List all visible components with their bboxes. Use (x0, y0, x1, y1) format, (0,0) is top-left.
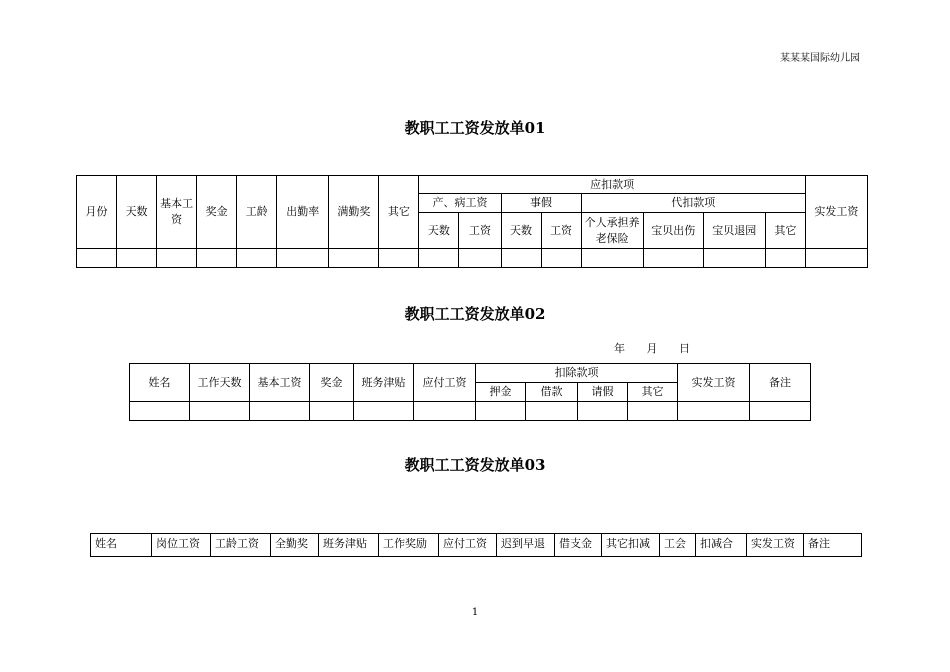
col-post-salary: 岗位工资 (152, 534, 211, 557)
col-work-days: 工作天数 (190, 364, 250, 402)
organization-name: 某某某国际幼儿园 (780, 53, 860, 64)
col-name: 姓名 (91, 534, 152, 557)
sub-other: 其它 (765, 213, 805, 249)
col-seniority-salary: 工龄工资 (211, 534, 271, 557)
sub-pension: 个人承担养老保险 (581, 213, 643, 249)
payroll-table-01 (76, 175, 868, 268)
col-maternity-sick: 产、病工资 (419, 194, 501, 213)
form2-title: 教职工工资发放单02 (404, 305, 546, 323)
col-deductions: 应扣款项 (419, 176, 805, 194)
sub-days-2: 天数 (501, 213, 541, 249)
col-net-pay: 实发工资 (747, 534, 804, 557)
sub-baby-leave: 宝贝退园 (703, 213, 765, 249)
col-personal-leave: 事假 (501, 194, 581, 213)
col-work-reward: 工作奖励 (379, 534, 439, 557)
col-advance: 借支金 (555, 534, 602, 557)
form1-title: 教职工工资发放单01 (404, 119, 546, 137)
col-class-allowance: 班务津贴 (354, 364, 414, 402)
col-full-attendance: 满勤奖 (329, 176, 379, 249)
sub-other: 其它 (628, 383, 678, 402)
payroll-table-03 (90, 533, 862, 557)
col-net-pay: 实发工资 (678, 364, 750, 402)
payroll-table-02 (129, 363, 811, 421)
col-seniority: 工龄 (237, 176, 277, 249)
col-late-early: 迟到早退 (497, 534, 555, 557)
page-number: 1 (471, 607, 479, 618)
sub-baby-out: 宝贝出伤 (643, 213, 703, 249)
col-withheld: 代扣款项 (581, 194, 805, 213)
sub-wage-2: 工资 (541, 213, 581, 249)
col-bonus: 奖金 (197, 176, 237, 249)
col-remarks: 备注 (750, 364, 811, 402)
table-row (130, 402, 811, 421)
col-other: 其它 (379, 176, 419, 249)
col-attendance-rate: 出勤率 (277, 176, 329, 249)
col-base-salary: 基本工资 (157, 176, 197, 249)
col-union: 工会 (660, 534, 696, 557)
col-bonus: 奖金 (310, 364, 354, 402)
sub-wage: 工资 (459, 213, 501, 249)
col-net-pay: 实发工资 (805, 176, 867, 249)
col-deduction-total: 扣减合 (696, 534, 747, 557)
form3-title: 教职工工资发放单03 (404, 456, 546, 474)
sub-leave: 请假 (578, 383, 628, 402)
sub-deposit: 押金 (476, 383, 526, 402)
date-line: 年 月 日 (614, 342, 690, 355)
col-name: 姓名 (130, 364, 190, 402)
col-payable: 应付工资 (414, 364, 476, 402)
col-base-salary: 基本工资 (250, 364, 310, 402)
col-month: 月份 (77, 176, 117, 249)
col-payable: 应付工资 (439, 534, 497, 557)
sub-days: 天数 (419, 213, 459, 249)
col-deductions: 扣除款项 (476, 364, 678, 383)
col-remarks: 备注 (804, 534, 862, 557)
col-other-deduction: 其它扣减 (602, 534, 660, 557)
sub-loan: 借款 (526, 383, 578, 402)
table-row (77, 249, 868, 268)
col-full-attendance: 全勤奖 (271, 534, 319, 557)
col-days: 天数 (117, 176, 157, 249)
col-class-allowance: 班务津贴 (319, 534, 379, 557)
